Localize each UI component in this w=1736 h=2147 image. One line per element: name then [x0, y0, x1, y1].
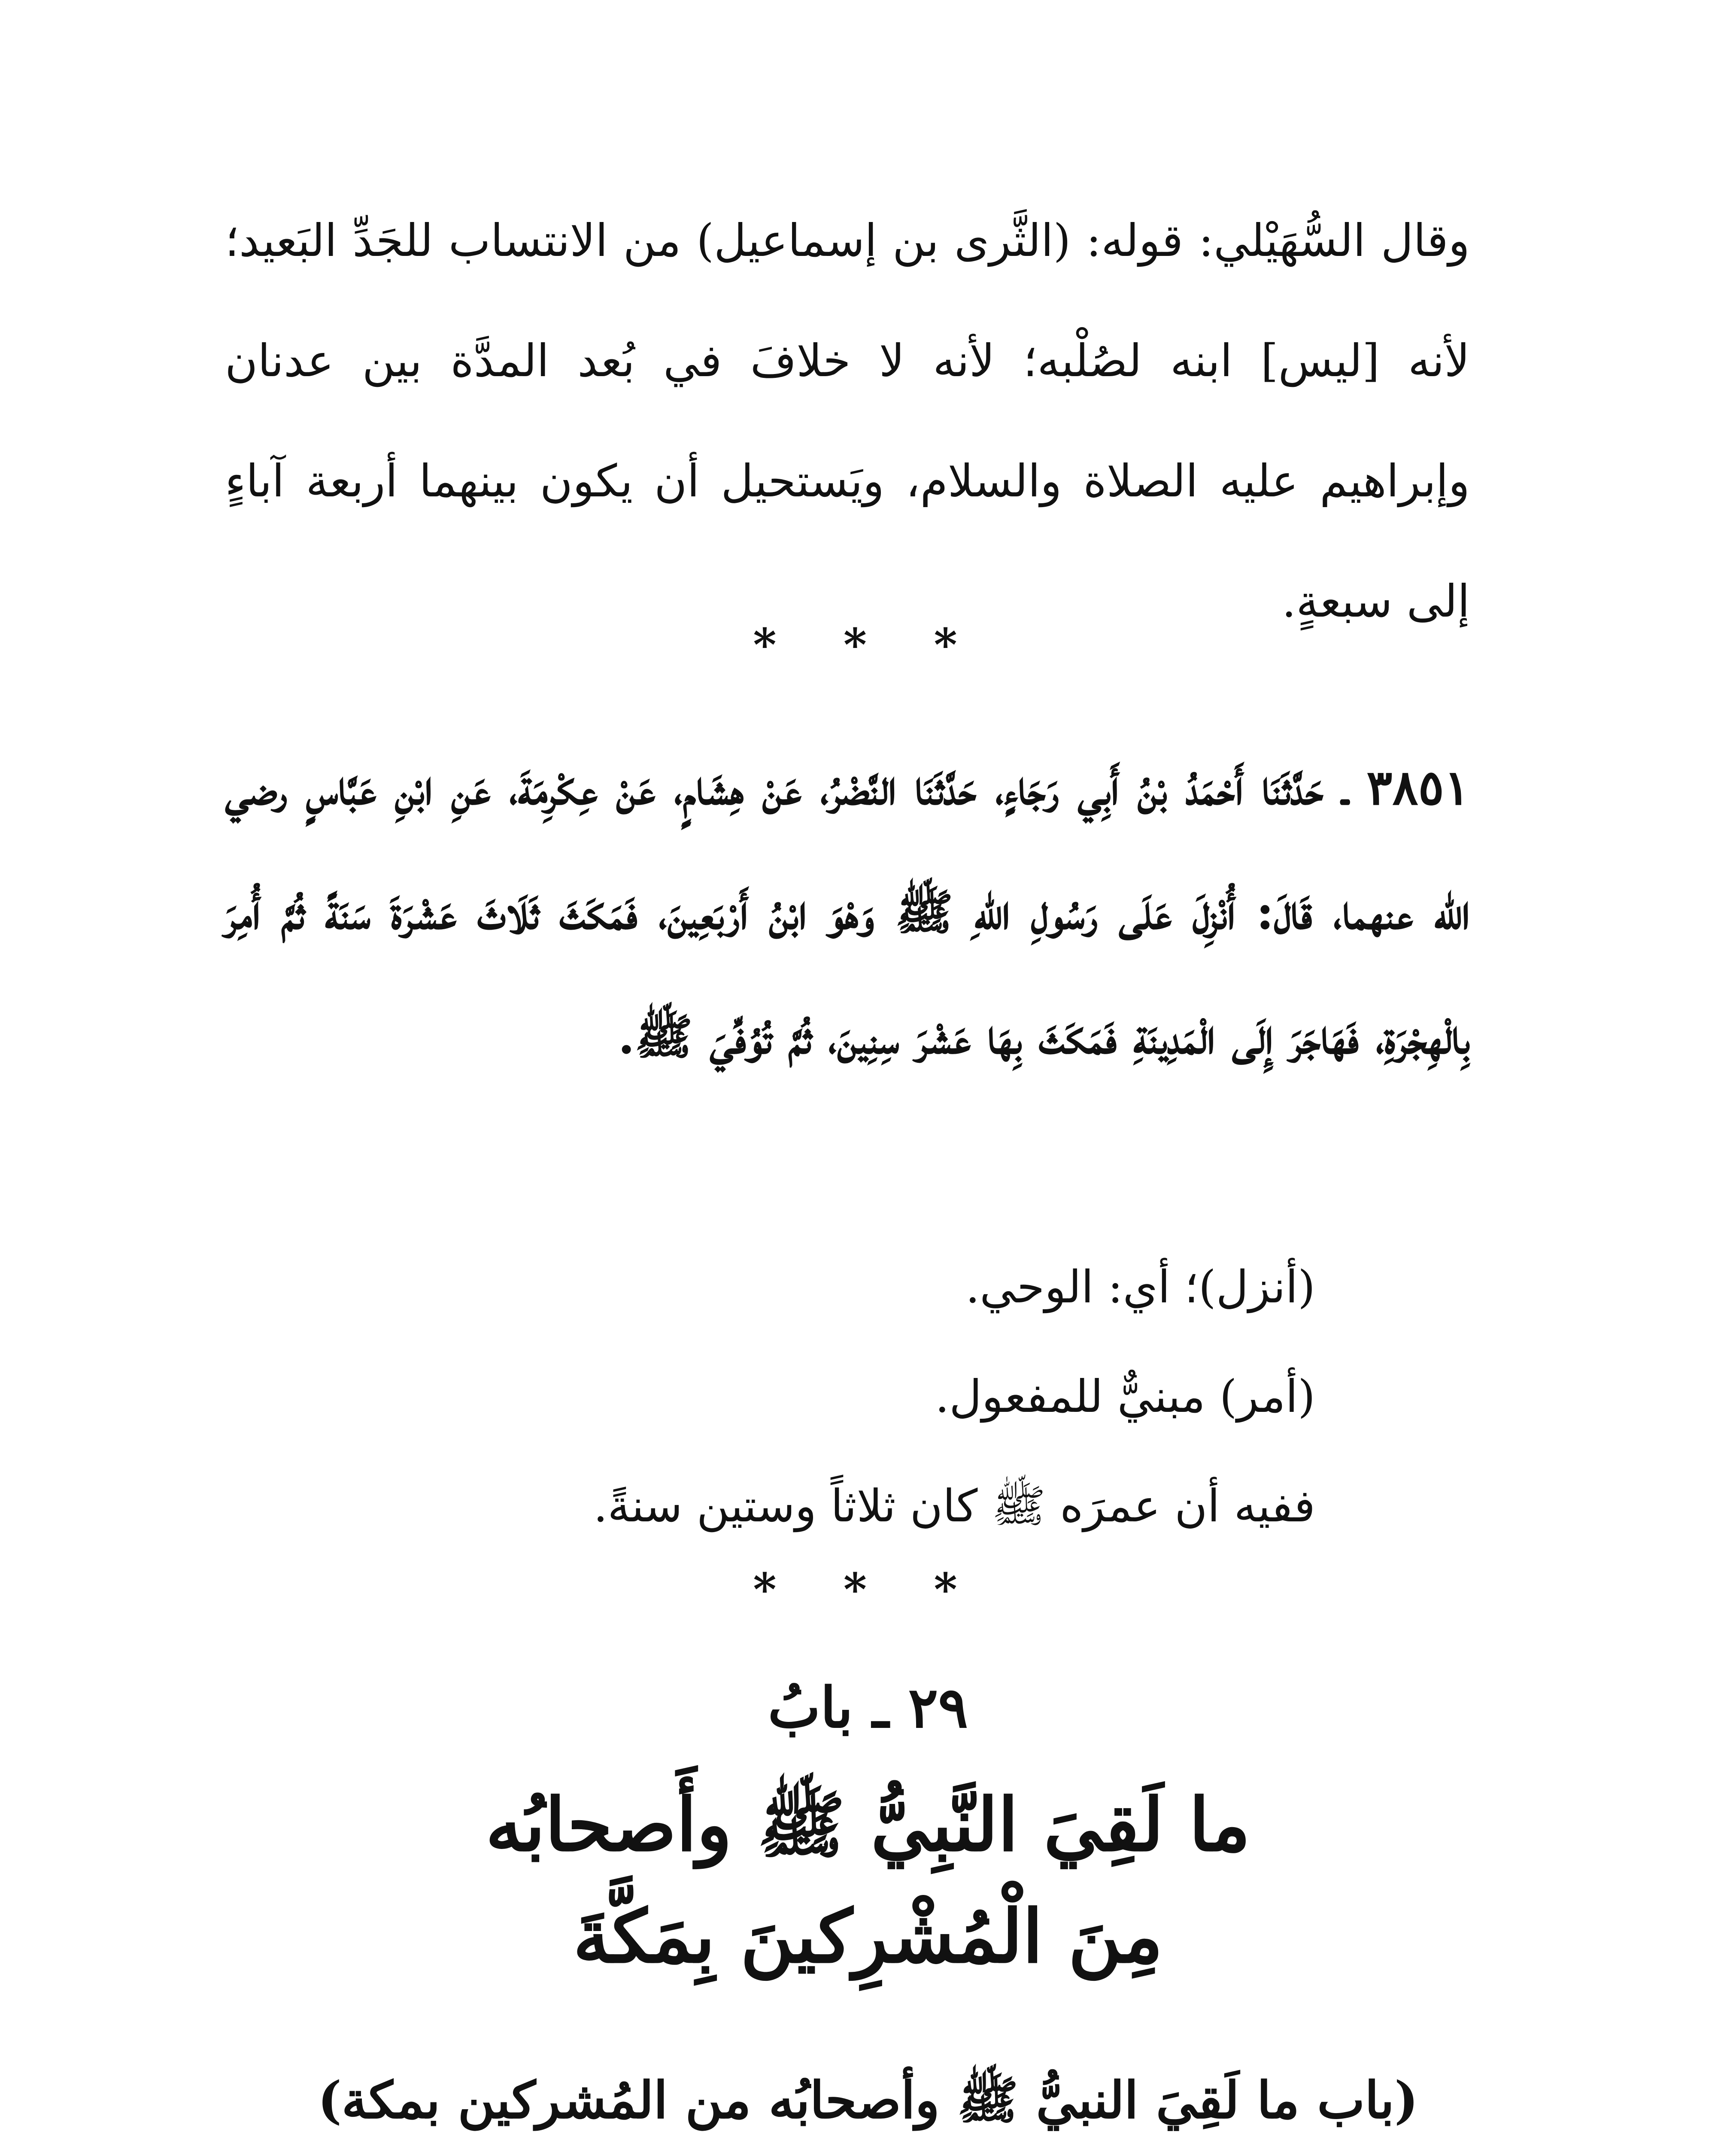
note-line: (أنزل)؛ أي: الوحي. — [965, 1261, 1315, 1313]
chapter-title-line-1: ما لَقِيَ النَّبِيُّ ﷺ وأَصحابُه — [486, 1782, 1250, 1868]
note-line: ففيه أن عمرَه ﷺ كان ثلاثاً وستين سنةً. — [593, 1480, 1315, 1532]
note-line: (أمر) مبنيٌّ للمفعول. — [935, 1370, 1315, 1423]
hadith-block — [225, 726, 1470, 1099]
chapter-number: ٢٩ ـ بابُ — [768, 1675, 968, 1740]
chapter-title-line-2: مِنَ الْمُشْرِكينَ بِمَكَّةَ — [573, 1894, 1163, 1980]
section-separator: * * * — [753, 618, 983, 671]
notes-block — [225, 1232, 1470, 1561]
chapter-subtitle: (باب ما لَقِيَ النبيُّ ﷺ وأصحابُه من المُشركين بمكة) — [318, 2070, 1418, 2130]
section-separator: * * * — [753, 1563, 983, 1616]
commentary-paragraph: وقال السُّهَيْلي: قوله: (الثَّرى بن إسماعيل) من الانتساب للجَدِّ البَعيد؛ لأنه [ليس] ابنه لصُلْبه؛ لأنه لا خلافَ في بُعد المدَّة بين عدنان وإبراهيم عليه الصلاة والسلام، ويَستحيل أن يكون بينهما أربعة آباءٍ إلى سبعةٍ. — [225, 214, 1470, 627]
hadith-3851-text: ٣٨٥١ ـ حَدَّثَنَا أَحْمَدُ بْنُ أَبِي رَجَاءٍ، حَدَّثَنَا النَّضْرُ، عَنْ هِشَامٍ، عَنْ عِكْرِمَةَ، عَنِ ابْنِ عَبَّاسٍ رضي الله عنهما، قَالَ: أُنْزِلَ عَلَى رَسُولِ اللهِ ﷺ وَهْوَ ابْنُ أَرْبَعِينَ، فَمَكَثَ ثَلَاثَ عَشْرَةَ سَنَةً ثُمَّ أُمِرَ بِالْهِجْرَةِ، فَهَاجَرَ إِلَى الْمَدِينَةِ فَمَكَثَ بِهَا عَشْرَ سِنِينَ، ثُمَّ تُوُفِّيَ ﷺ. — [225, 760, 1470, 1065]
commentary-block — [225, 180, 1470, 661]
